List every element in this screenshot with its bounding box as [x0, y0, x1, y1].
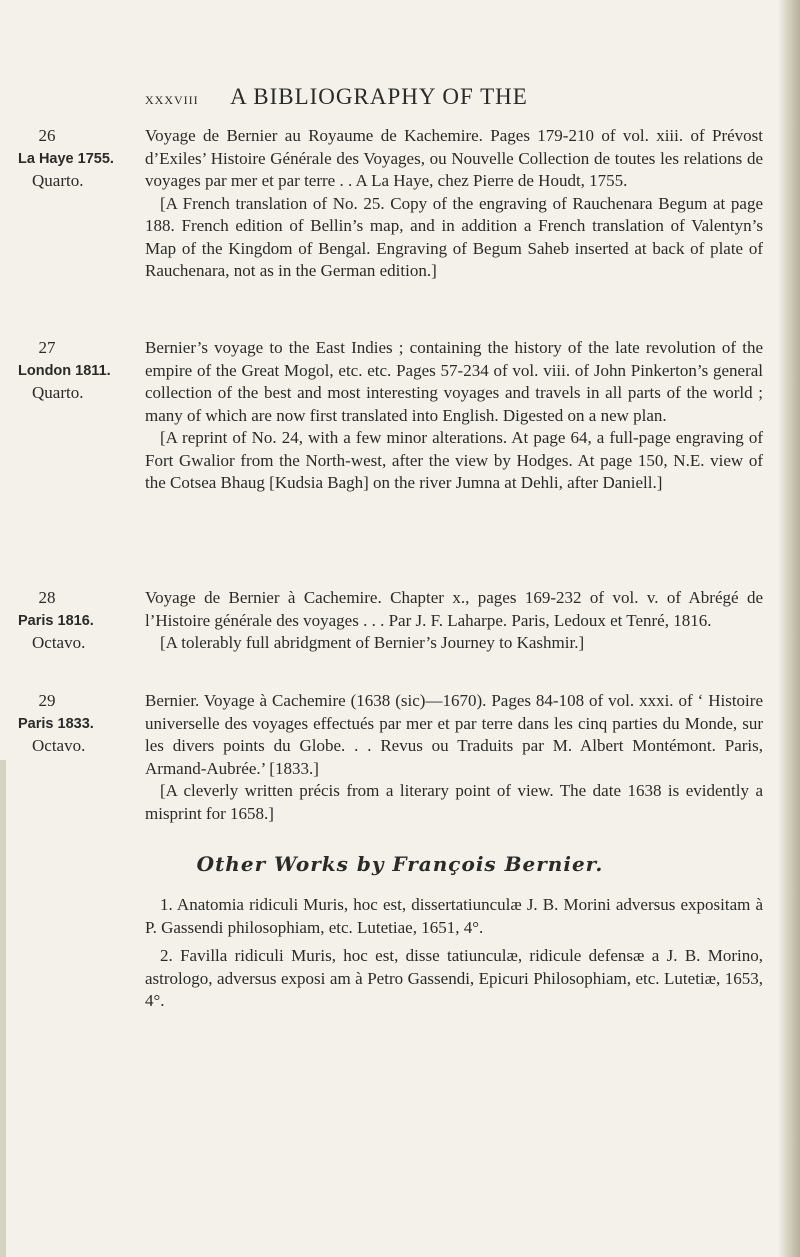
- entry-paragraph: Voyage de Bernier au Royaume de Kachemire. Pages 179-210 of vol. xiii. of Prévost d’Exiles’ Histoire Générale des Voyages, ou Nouvelle Collection de toutes les relations de voyages par mer et par terre . . A La Haye, chez Pierre de Houdt, 1755.: [145, 126, 763, 190]
- entry-format: Quarto.: [32, 383, 84, 402]
- page-edge: [778, 0, 800, 1257]
- entry-paragraph: Voyage de Bernier à Cachemire. Chapter x., pages 169-232 of vol. v. of Abrégé de l’Histoire générale des voyages . . . Par J. F. Laharpe. Paris, Ledoux et Tenré, 1816.: [145, 588, 763, 630]
- other-works-heading: Other Works by François Bernier.: [196, 852, 604, 876]
- entry-number: 28: [38, 588, 56, 607]
- entry-number: 29: [38, 691, 56, 710]
- entry-place-date: La Haye 1755.: [18, 150, 114, 167]
- list-item: 2. Favilla ridiculi Muris, hoc est, disse tatiunculæ, ridicule defensæ a J. B. Morino, astrologo, adversus exposi am à Petro Gassendi, Epicuri Philosophiam, etc. Lutetiæ, 1653, 4°.: [145, 946, 763, 1010]
- list-item: 1. Anatomia ridiculi Muris, hoc est, dissertatiunculæ J. B. Morini adversus expositam à P. Gassendi philosophiam, etc. Lutetiae, 1651, 4°.: [145, 895, 763, 937]
- running-header: [145, 84, 665, 110]
- entry-paragraph: Bernier. Voyage à Cachemire (1638 (sic)—1670). Pages 84-108 of vol. xxxi. of ‘ Histoire universelle des voyages effectués par mer et par terre dans les cinq parties du Monde, sur les divers points du Globe. . . Revus ou Traduits par M. Albert Montémont. Paris, Armand-Aubrée.’ [1833.]: [145, 691, 763, 778]
- entry-26-margin: [20, 125, 140, 193]
- entry-note: [A reprint of No. 24, with a few minor alterations. At page 64, a full-page engraving of Fort Gwalior from the North-west, after the view by Hodges. At page 150, N.E. view of the Cotsea Bhaug [Kudsia Bagh] on the river Jumna at Dehli, after Daniell.]: [145, 428, 763, 492]
- entry-26-text: [145, 125, 763, 283]
- entry-27-margin: [20, 337, 140, 405]
- page-number: xxxviii: [145, 89, 199, 108]
- entry-29-margin: [20, 690, 140, 758]
- entry-format: Octavo.: [32, 736, 86, 755]
- other-works-list: [145, 894, 763, 1019]
- entry-place-date: Paris 1833.: [18, 715, 94, 732]
- entry-note: [A cleverly written précis from a literary point of view. The date 1638 is evidently a misprint for 1658.]: [145, 781, 763, 823]
- entry-29-text: [145, 690, 763, 825]
- entry-27-text: [145, 337, 763, 495]
- entry-number: 27: [38, 338, 56, 357]
- entry-28-text: [145, 587, 763, 655]
- entry-number: 26: [38, 126, 56, 145]
- binding-shadow: [0, 760, 6, 1257]
- entry-note: [A French translation of No. 25. Copy of the engraving of Rauchenara Begum at page 188. French edition of Bellin’s map, and in addition a French translation of Valentyn’s Map of the Kingdom of Bengal. Engraving of Begum Saheb inserted at back of plate of Rauchenara, not as in the German edition.]: [145, 193, 763, 280]
- entry-place-date: London 1811.: [18, 362, 111, 379]
- entry-format: Octavo.: [32, 633, 86, 652]
- entry-note: [A tolerably full abridgment of Bernier’s Journey to Kashmir.]: [160, 633, 585, 652]
- entry-paragraph: Bernier’s voyage to the East Indies ; containing the history of the late revolution of the empire of the Great Mogol, etc. etc. Pages 57-234 of vol. viii. of John Pinkerton’s general collection of the best and most interesting voyages and travels in all parts of the world ; many of which are now first translated into English. Digested on a new plan.: [145, 338, 763, 425]
- entry-place-date: Paris 1816.: [18, 612, 94, 629]
- running-title: A BIBLIOGRAPHY OF THE: [230, 84, 528, 109]
- entry-format: Quarto.: [32, 171, 84, 190]
- entry-28-margin: [20, 587, 140, 655]
